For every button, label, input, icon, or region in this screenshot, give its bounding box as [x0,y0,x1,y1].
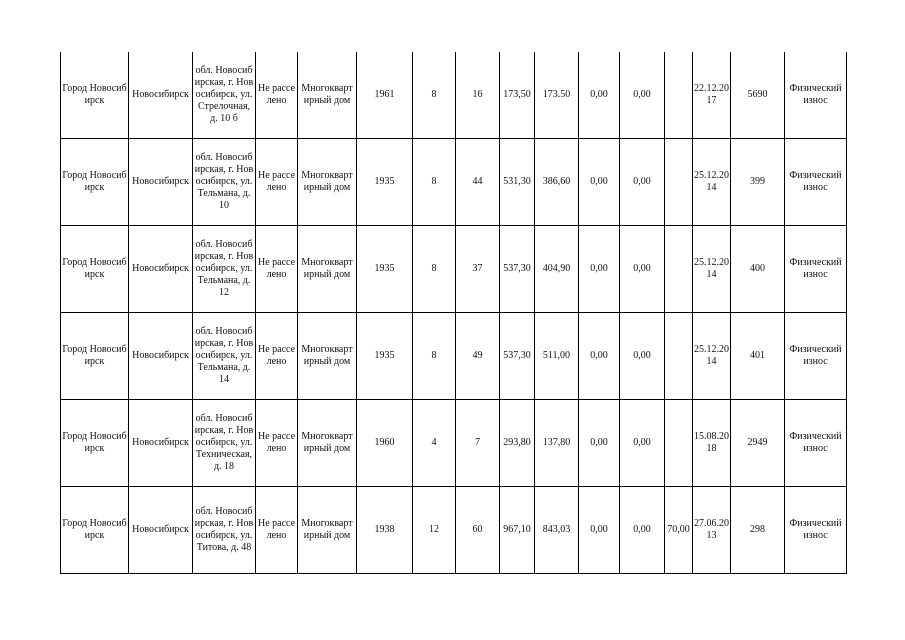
status-cell [256,139,298,226]
col9-text: 537,30 [503,263,531,274]
address-text: обл. Новосибирская, г. Новосибирск, ул. Тельмана, д. 10 [194,152,254,211]
address-cell [193,139,256,226]
col13-cell [665,400,693,487]
col8-cell [456,52,500,139]
status-text: Не расселено [257,344,296,367]
doc-number-cell [731,400,785,487]
municipality-text: Новосибирск [132,89,189,100]
col10-cell [535,487,579,574]
settlement-cell [61,313,129,400]
address-text: обл. Новосибирская, г. Новосибирск, ул. Титова, д. 48 [194,506,254,553]
municipality-text: Новосибирск [132,263,189,274]
reason-cell [785,313,847,400]
table-row [61,313,847,400]
col12-cell [620,52,665,139]
year-text: 1935 [374,350,395,361]
col7-cell [413,313,456,400]
col12-cell [620,226,665,313]
status-text: Не расселено [257,83,296,106]
settlement-text: Город Новосибирск [62,344,127,367]
date-text: 22.12.2017 [694,83,729,106]
col13-cell [665,226,693,313]
status-text: Не расселено [257,170,296,193]
col11-text: 0,00 [590,89,608,100]
address-cell [193,226,256,313]
address-cell [193,313,256,400]
status-cell [256,487,298,574]
settlement-text: Город Новосибирск [62,431,127,454]
col13-cell [665,52,693,139]
col9-text: 173,50 [503,89,531,100]
settlement-cell [61,487,129,574]
col13-cell [665,139,693,226]
col9-text: 967,10 [503,524,531,535]
col8-cell [456,226,500,313]
col13-cell [665,313,693,400]
col9-cell [500,400,535,487]
settlement-cell [61,400,129,487]
date-text: 25.12.2014 [694,170,729,193]
col10-text: 843,03 [542,524,571,535]
col9-cell [500,52,535,139]
date-text: 25.12.2014 [694,344,729,367]
col9-text: 537,30 [503,350,531,361]
col8-text: 37 [472,263,483,274]
reason-text: Физический износ [789,170,842,193]
reason-cell [785,52,847,139]
address-text: обл. Новосибирская, г. Новосибирск, ул. Стрелочная, д. 10 б [194,65,254,124]
col7-text: 12 [429,524,439,535]
col7-cell [413,139,456,226]
municipality-cell [129,400,193,487]
col8-cell [456,139,500,226]
col7-text: 4 [431,437,437,448]
col11-text: 0,00 [590,524,608,535]
col7-text: 8 [431,176,437,187]
col9-text: 531,30 [503,176,531,187]
col13-text: 70,00 [667,524,690,535]
house-type-cell [298,52,357,139]
date-cell [693,400,731,487]
doc-number-cell [731,139,785,226]
house-type-text: Многоквартирный дом [301,170,353,193]
table-row [61,226,847,313]
col10-cell [535,52,579,139]
house-type-text: Многоквартирный дом [301,431,353,454]
col7-text: 8 [431,89,437,100]
municipality-text: Новосибирск [132,524,189,535]
col12-cell [620,313,665,400]
date-text: 15.08.2018 [694,431,729,454]
settlement-cell [61,226,129,313]
year-text: 1961 [374,89,395,100]
col11-text: 0,00 [590,437,608,448]
reason-cell [785,400,847,487]
date-cell [693,487,731,574]
year-cell [357,52,413,139]
col12-text: 0,00 [633,350,651,361]
year-cell [357,487,413,574]
col8-text: 16 [472,89,483,100]
col7-cell [413,487,456,574]
settlement-cell [61,52,129,139]
date-cell [693,139,731,226]
house-type-text: Многоквартирный дом [301,344,353,367]
year-cell [357,313,413,400]
municipality-text: Новосибирск [132,350,189,361]
year-cell [357,400,413,487]
house-type-cell [298,139,357,226]
col7-text: 8 [431,350,437,361]
date-text: 25.12.2014 [694,257,729,280]
col7-cell [413,226,456,313]
col12-cell [620,139,665,226]
settlement-text: Город Новосибирск [62,518,127,541]
col9-text: 293,80 [503,437,531,448]
year-cell [357,139,413,226]
house-type-cell [298,226,357,313]
settlement-text: Город Новосибирск [62,170,127,193]
reason-text: Физический износ [789,518,842,541]
status-text: Не расселено [257,431,296,454]
doc-number-text: 399 [750,176,765,187]
col10-text: 404,90 [542,263,571,274]
address-text: обл. Новосибирская, г. Новосибирск, ул. Тельмана, д. 12 [194,239,254,298]
reason-text: Физический износ [789,431,842,454]
col10-cell [535,139,579,226]
address-text: обл. Новосибирская, г. Новосибирск, ул. Тельмана, д. 14 [194,326,254,385]
settlement-text: Город Новосибирск [62,257,127,280]
col11-text: 0,00 [590,263,608,274]
municipality-cell [129,139,193,226]
house-type-cell [298,313,357,400]
status-cell [256,400,298,487]
col12-text: 0,00 [633,176,651,187]
table-row [61,139,847,226]
col9-cell [500,487,535,574]
date-text: 27.06.2013 [694,518,729,541]
table-row [61,487,847,574]
doc-number-text: 5690 [747,89,768,100]
municipality-text: Новосибирск [132,176,189,187]
doc-number-cell [731,313,785,400]
col9-cell [500,226,535,313]
year-cell [357,226,413,313]
doc-number-text: 401 [750,350,765,361]
col7-text: 8 [431,263,437,274]
address-cell [193,52,256,139]
reason-cell [785,139,847,226]
doc-number-cell [731,487,785,574]
address-text: обл. Новосибирская, г. Новосибирск, ул. Техническая, д. 18 [194,413,254,472]
col8-text: 44 [472,176,483,187]
col11-cell [579,400,620,487]
municipality-cell [129,487,193,574]
status-text: Не расселено [257,518,296,541]
col10-cell [535,400,579,487]
reason-text: Физический износ [789,83,842,106]
house-type-text: Многоквартирный дом [301,83,353,106]
status-cell [256,313,298,400]
municipality-cell [129,313,193,400]
col8-text: 7 [475,437,480,448]
year-text: 1935 [374,176,395,187]
house-type-text: Многоквартирный дом [301,518,353,541]
col12-text: 0,00 [633,437,651,448]
col11-text: 0,00 [590,350,608,361]
table-row [61,52,847,139]
table-row [61,400,847,487]
house-type-text: Многоквартирный дом [301,257,353,280]
col12-cell [620,487,665,574]
municipality-cell [129,52,193,139]
col7-cell [413,52,456,139]
year-text: 1960 [374,437,395,448]
status-cell [256,226,298,313]
status-text: Не расселено [257,257,296,280]
date-cell [693,226,731,313]
house-type-cell [298,487,357,574]
doc-number-cell [731,52,785,139]
col10-text: 511,00 [542,350,571,361]
settlement-text: Город Новосибирск [62,83,127,106]
col8-text: 49 [472,350,483,361]
reason-cell [785,226,847,313]
municipality-text: Новосибирск [132,437,189,448]
col13-cell [665,487,693,574]
doc-number-text: 400 [750,263,765,274]
date-cell [693,313,731,400]
reason-text: Физический износ [789,257,842,280]
house-type-cell [298,400,357,487]
doc-number-cell [731,226,785,313]
col10-cell [535,313,579,400]
col8-text: 60 [472,524,483,535]
col8-cell [456,487,500,574]
housing-table [60,52,847,574]
col11-cell [579,487,620,574]
year-text: 1935 [374,263,395,274]
col7-cell [413,400,456,487]
col11-cell [579,52,620,139]
col12-cell [620,400,665,487]
settlement-cell [61,139,129,226]
col9-cell [500,313,535,400]
col8-cell [456,313,500,400]
col12-text: 0,00 [633,263,651,274]
year-text: 1938 [374,524,395,535]
doc-number-text: 298 [750,524,765,535]
reason-cell [785,487,847,574]
col12-text: 0,00 [633,89,651,100]
col11-cell [579,139,620,226]
col10-text: 386,60 [542,176,571,187]
address-cell [193,400,256,487]
table-body [61,52,847,574]
col11-cell [579,226,620,313]
col12-text: 0,00 [633,524,651,535]
date-cell [693,52,731,139]
municipality-cell [129,226,193,313]
col10-text: 137,80 [542,437,571,448]
doc-number-text: 2949 [747,437,768,448]
address-cell [193,487,256,574]
col11-text: 0,00 [590,176,608,187]
col11-cell [579,313,620,400]
col8-cell [456,400,500,487]
reason-text: Физический износ [789,344,842,367]
col10-text: 173.50 [542,89,571,100]
status-cell [256,52,298,139]
col9-cell [500,139,535,226]
col10-cell [535,226,579,313]
